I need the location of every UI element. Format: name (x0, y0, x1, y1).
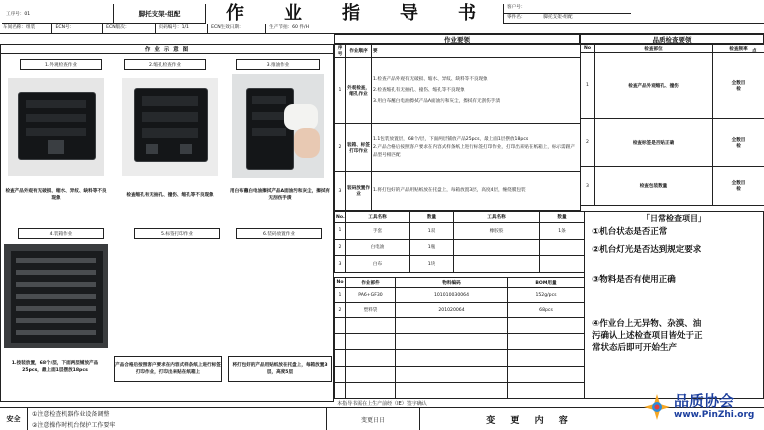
work-req-seq: 装箱、标签打印作业 (346, 124, 372, 172)
table-row (335, 366, 585, 382)
tools-cell (540, 256, 585, 273)
work-req-no: 1 (335, 58, 346, 124)
photo-shrink-inspection (122, 78, 218, 176)
table-row (335, 382, 585, 398)
customer-label: 客户号： (503, 4, 631, 14)
safety-item-2: ②注意操作时机台保护工作要牢 (32, 422, 116, 429)
work-req-point: 2.检查缩孔有无抽孔、撞伤、缩孔等不良现象 (373, 88, 465, 93)
materials-header: 物料编码 (396, 278, 508, 288)
step-label-2: 2.缩孔检查作业 (124, 59, 206, 70)
photo-wiping (232, 74, 324, 178)
quality-freq: 全数目检 (713, 167, 764, 206)
quality-header-freq: 检查频率 (713, 45, 764, 53)
work-req-point: 3.用白布蘸白电油擦拭产品A面油污和灰尘，擦拭有无刮伤手渍 (373, 99, 500, 104)
photo-packing (4, 244, 108, 348)
diagram-title: 作 业 示 意 图 (0, 44, 334, 54)
title-char: 指 (342, 3, 360, 24)
work-req-point: 2.产品合格后按照客户要求在内容式样条纸上进行标签打印作业，打印出来贴在纸箱上，标示需跟产品型号相匹配 (373, 144, 575, 158)
work-req-point: 1.1包装放置层，68个/层，下面两层铺放产品25pcs，最上面1层摆放18pcs (373, 136, 529, 142)
materials-cell: PA6+GF30 (346, 288, 396, 303)
tools-cell: 白电油 (346, 239, 410, 256)
tools-table (334, 211, 585, 273)
table-row (335, 223, 585, 240)
materials-cell: 101010030064 (396, 288, 508, 303)
step-label-4: 4.装箱作业 (18, 228, 104, 239)
tools-cell: 橡胶胶 (454, 223, 540, 240)
safety-item-1: ①注意检查机器作业设备调整 (32, 411, 110, 418)
safety-label: 安全 (0, 408, 28, 430)
tools-cell: 3 (335, 256, 346, 273)
part-name: 脚托支架-组配 (114, 4, 206, 24)
step-label-1: 1.外观检查作业 (20, 59, 102, 70)
materials-cell: 68pcs (508, 303, 585, 318)
quality-title: 品质检查要领 (580, 34, 764, 44)
change-date: 变更日日 (326, 408, 420, 430)
step-label-5: 5.标签打印作业 (134, 228, 220, 239)
quality-part: 检查标签是否贴正确 (595, 119, 713, 167)
quality-freq: 全数目检 (713, 53, 764, 119)
quality-table (580, 44, 764, 206)
work-req-point: 1.检查产品外观有无破损、缩水、异纹、缺料等不良现象 (373, 77, 488, 82)
step-label-3: 3.推油作业 (236, 59, 320, 70)
ecn-version: ECN版次： (103, 24, 155, 34)
tools-cell: 2 (335, 239, 346, 256)
takt-time: 生产节拍：60 件/H (269, 25, 310, 30)
tools-cell: 1 (335, 223, 346, 240)
table-row (335, 318, 585, 334)
photo-visual-inspection (8, 78, 104, 176)
footer-note: 本指导书需在上生产前经（IE）签字确认 (337, 400, 427, 407)
tools-cell: 1双 (410, 223, 454, 240)
tools-cell (540, 239, 585, 256)
work-req-points (372, 124, 581, 172)
materials-header: No (335, 278, 346, 288)
right-part-label: 零件名： (507, 15, 526, 20)
title-char: 导 (400, 3, 418, 24)
daily-check-item-3: ③物料是否有使用正确 (592, 275, 676, 285)
tools-cell: 白布 (346, 256, 410, 273)
right-part-row (503, 14, 631, 24)
materials-header: 作业部件 (346, 278, 396, 288)
materials-cell: 塑料袋 (346, 303, 396, 318)
table-row (335, 334, 585, 350)
quality-no: 1 (581, 53, 595, 119)
table-row (335, 256, 585, 273)
quality-part: 检查包装数量 (595, 167, 713, 206)
caption-1: 检查产品外观有无破损、缩水、异纹、缺料等不良现象 (5, 189, 107, 201)
work-req-no: 2 (335, 124, 346, 172)
materials-cell: 2 (335, 303, 346, 318)
step-label-6: 6.装码放置作业 (236, 228, 322, 239)
quality-part: 检查产品外观缩孔、撞伤 (595, 53, 713, 119)
tools-cell: 1瓶 (410, 239, 454, 256)
work-req-title: 作业要领 (334, 34, 580, 44)
points-header-a: 要 (373, 49, 378, 54)
points-header-b: 点 (752, 49, 757, 54)
title-char: 作 (226, 3, 244, 24)
caption-3: 用白布蘸白电油擦拭产品A面油污和灰尘，擦拭有无刮伤手渍 (229, 189, 331, 201)
page-title (206, 0, 496, 24)
watermark-url: www.PinZhi.org (674, 410, 755, 420)
caption-4: 1.按装放置，68个/层，下面两层铺放产品25pcs，最上面1层摆放18pcs (11, 361, 99, 373)
table-row (335, 350, 585, 366)
work-req-seq: 装码放置作业 (346, 172, 372, 211)
caption-5: 产品合格后按照客户要求在内容式样条纸上进行标签打印作业，打印出来贴在纸箱上 (114, 356, 222, 382)
work-req-seq: 外观检查，缩孔作业 (346, 58, 372, 124)
tools-cell (454, 256, 540, 273)
tools-header: No. (335, 212, 346, 223)
quality-header-part: 检查部位 (595, 45, 713, 53)
ecn-no: ECN号： (52, 24, 103, 34)
tools-cell (454, 239, 540, 256)
tools-header: 工具名称 (454, 212, 540, 223)
title-char: 书 (458, 3, 476, 24)
caption-6: 将打包好的产品用贴纸放在托盘上，每箱放置3层，高度5层 (228, 356, 332, 382)
tools-header: 数量 (540, 212, 585, 223)
quality-header-no: No (581, 45, 595, 53)
daily-check-item-4: ④作业台上无异物、杂漠、油污确认上述检查项目皆处于正常状态后即可开始生产 (592, 319, 703, 353)
tools-header: 工具名称 (346, 212, 410, 223)
table-row (335, 288, 585, 303)
materials-table (334, 277, 585, 399)
daily-check-item-1: ①机台状态是否正常 (592, 227, 668, 237)
doc-number: 工序号：01 (2, 4, 114, 24)
daily-check-item-2: ②机台灯光是否达到规定要求 (592, 245, 702, 255)
materials-cell: 1 (335, 288, 346, 303)
quality-no: 3 (581, 167, 595, 206)
daily-check-title: 「日常检查项目」 (642, 213, 706, 223)
brand-logo-icon (642, 392, 672, 422)
work-req-points (372, 58, 581, 124)
tools-cell: 1条 (540, 223, 585, 240)
ecn-date: ECN生效日期： (208, 24, 266, 34)
quality-no: 2 (581, 119, 595, 167)
work-req-point: 1.将打包好的产品用贴纸放在托盘上，每箱放置3层，高度4层，缠绕膜包装 (373, 188, 526, 193)
watermark-brand: 品质协会 (674, 392, 735, 410)
tools-cell: 1块 (410, 256, 454, 273)
workshop: 车间名称：组装 (0, 24, 52, 34)
table-row (335, 239, 585, 256)
tools-header: 数量 (410, 212, 454, 223)
work-req-header-seq: 作业顺序 (346, 45, 372, 58)
change-content: 变 更 内 容 (486, 415, 574, 426)
right-part-name: 脚托支架-组配 (543, 15, 573, 20)
materials-cell: 152g/pcs (508, 288, 585, 303)
materials-cell: 201020064 (396, 303, 508, 318)
work-req-points (372, 172, 581, 211)
quality-freq: 全数目检 (713, 119, 764, 167)
watermark (638, 388, 764, 430)
header-blank (631, 4, 764, 24)
table-row (335, 303, 585, 318)
tools-cell: 手套 (346, 223, 410, 240)
caption-2: 检查缩孔有无抽孔、撞伤、缩孔等不良现象 (126, 192, 214, 198)
header-info-row (0, 24, 340, 34)
work-req-no: 3 (335, 172, 346, 211)
title-char: 业 (284, 3, 302, 24)
page-code: 页码编号：1/1 (156, 24, 208, 34)
work-req-header-no: 序号 (335, 45, 346, 58)
materials-header: BOM用量 (508, 278, 585, 288)
